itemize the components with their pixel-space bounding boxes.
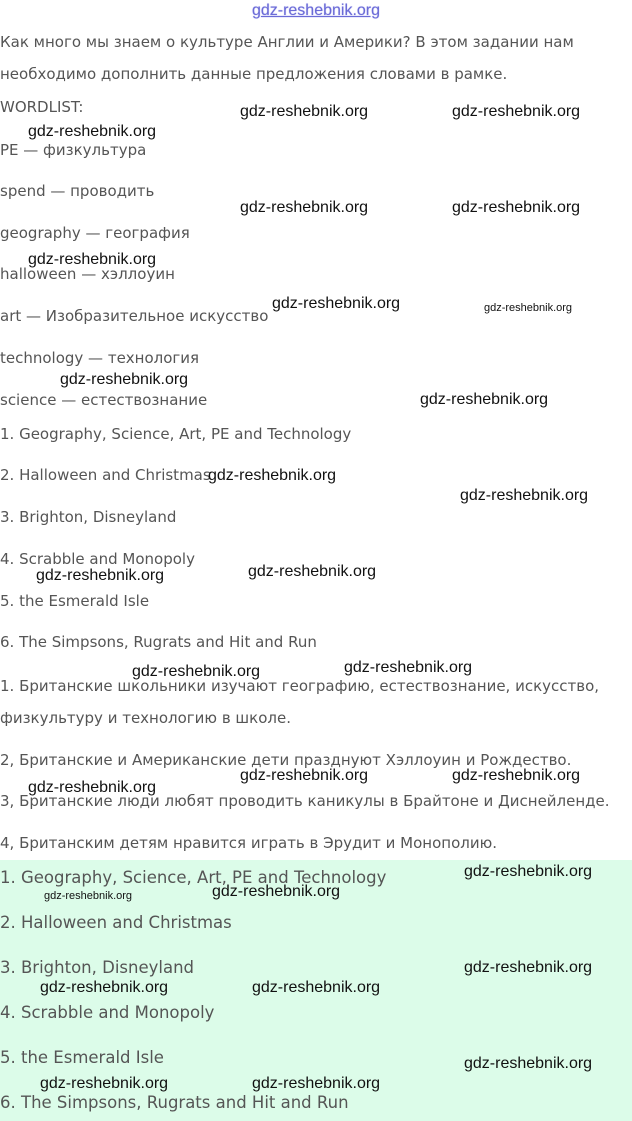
watermark: gdz-reshebnik.org <box>132 663 261 680</box>
task-item: 3. Brighton, Disneyland <box>0 508 177 526</box>
translation-line: 2, Британские и Американские дети празднуют Хэллоуин и Рождество. <box>0 751 572 769</box>
watermark: gdz-reshebnik.org <box>252 1075 381 1092</box>
translation-line: 3, Британские люди любят проводить каникулы в Брайтоне и Диснейленде. <box>0 792 610 810</box>
wordlist-item: art — Изобразительное искусство <box>0 307 269 325</box>
wordlist-item: technology — технология <box>0 349 200 367</box>
translation-line: 4, Британским детям нравится играть в Эрудит и Монополию. <box>0 834 497 852</box>
watermark: gdz-reshebnik.org <box>464 863 593 880</box>
watermark: gdz-reshebnik.org <box>40 979 169 996</box>
watermark: gdz-reshebnik.org <box>420 391 549 408</box>
answer-item: 4. Scrabble and Monopoly <box>0 1003 215 1022</box>
watermark: gdz-reshebnik.org <box>28 123 157 140</box>
wordlist-label: WORDLIST: <box>0 98 84 116</box>
watermark: gdz-reshebnik.org <box>240 199 369 216</box>
watermark: gdz-reshebnik.org <box>344 659 473 676</box>
answer-item: 1. Geography, Science, Art, PE and Technology <box>0 868 387 887</box>
wordlist-item: spend — проводить <box>0 182 155 200</box>
answer-item: 6. The Simpsons, Rugrats and Hit and Run <box>0 1093 349 1112</box>
watermark: gdz-reshebnik.org <box>40 1075 169 1092</box>
watermark: gdz-reshebnik.org <box>484 302 573 314</box>
watermark: gdz-reshebnik.org <box>240 103 369 120</box>
answer-item: 2. Halloween and Christmas <box>0 913 232 932</box>
watermark: gdz-reshebnik.org <box>272 295 401 312</box>
watermark: gdz-reshebnik.org <box>212 883 341 900</box>
watermark: gdz-reshebnik.org <box>240 767 369 784</box>
watermark: gdz-reshebnik.org <box>460 487 589 504</box>
watermark: gdz-reshebnik.org <box>464 1055 593 1072</box>
watermark: gdz-reshebnik.org <box>208 467 337 484</box>
task-item: 2. Halloween and Christmas <box>0 466 211 484</box>
task-item: 4. Scrabble and Monopoly <box>0 550 195 568</box>
watermark: gdz-reshebnik.org <box>252 979 381 996</box>
wordlist-item: PE — физкультура <box>0 141 147 159</box>
watermark: gdz-reshebnik.org <box>452 199 581 216</box>
watermark: gdz-reshebnik.org <box>28 251 157 268</box>
wordlist-item: science — естествознание <box>0 391 208 409</box>
watermark: gdz-reshebnik.org <box>464 959 593 976</box>
answer-item: 5. the Esmerald Isle <box>0 1048 164 1067</box>
watermark: gdz-reshebnik.org <box>452 103 581 120</box>
watermark: gdz-reshebnik.org <box>452 767 581 784</box>
watermark: gdz-reshebnik.org <box>44 890 133 902</box>
site-header-link[interactable]: gdz-reshebnik.org <box>251 2 381 19</box>
translation-line: физкультуру и технологию в школе. <box>0 709 291 727</box>
wordlist-item: halloween — хэллоуин <box>0 265 175 283</box>
task-item: 6. The Simpsons, Rugrats and Hit and Run <box>0 633 317 651</box>
intro-line-2: необходимо дополнить данные предложения словами в рамке. <box>0 65 508 83</box>
task-item: 5. the Esmerald Isle <box>0 592 150 610</box>
wordlist-item: geography — география <box>0 224 190 242</box>
answer-item: 3. Brighton, Disneyland <box>0 958 195 977</box>
intro-line-1: Как много мы знаем о культуре Англии и Америки? В этом задании нам <box>0 33 574 51</box>
watermark: gdz-reshebnik.org <box>248 563 377 580</box>
task-item: 1. Geography, Science, Art, PE and Technology <box>0 425 352 443</box>
watermark: gdz-reshebnik.org <box>60 371 189 388</box>
watermark: gdz-reshebnik.org <box>36 567 165 584</box>
watermark: gdz-reshebnik.org <box>28 779 157 796</box>
translation-line: 1. Британские школьники изучают географию, естествознание, искусство, <box>0 677 600 695</box>
